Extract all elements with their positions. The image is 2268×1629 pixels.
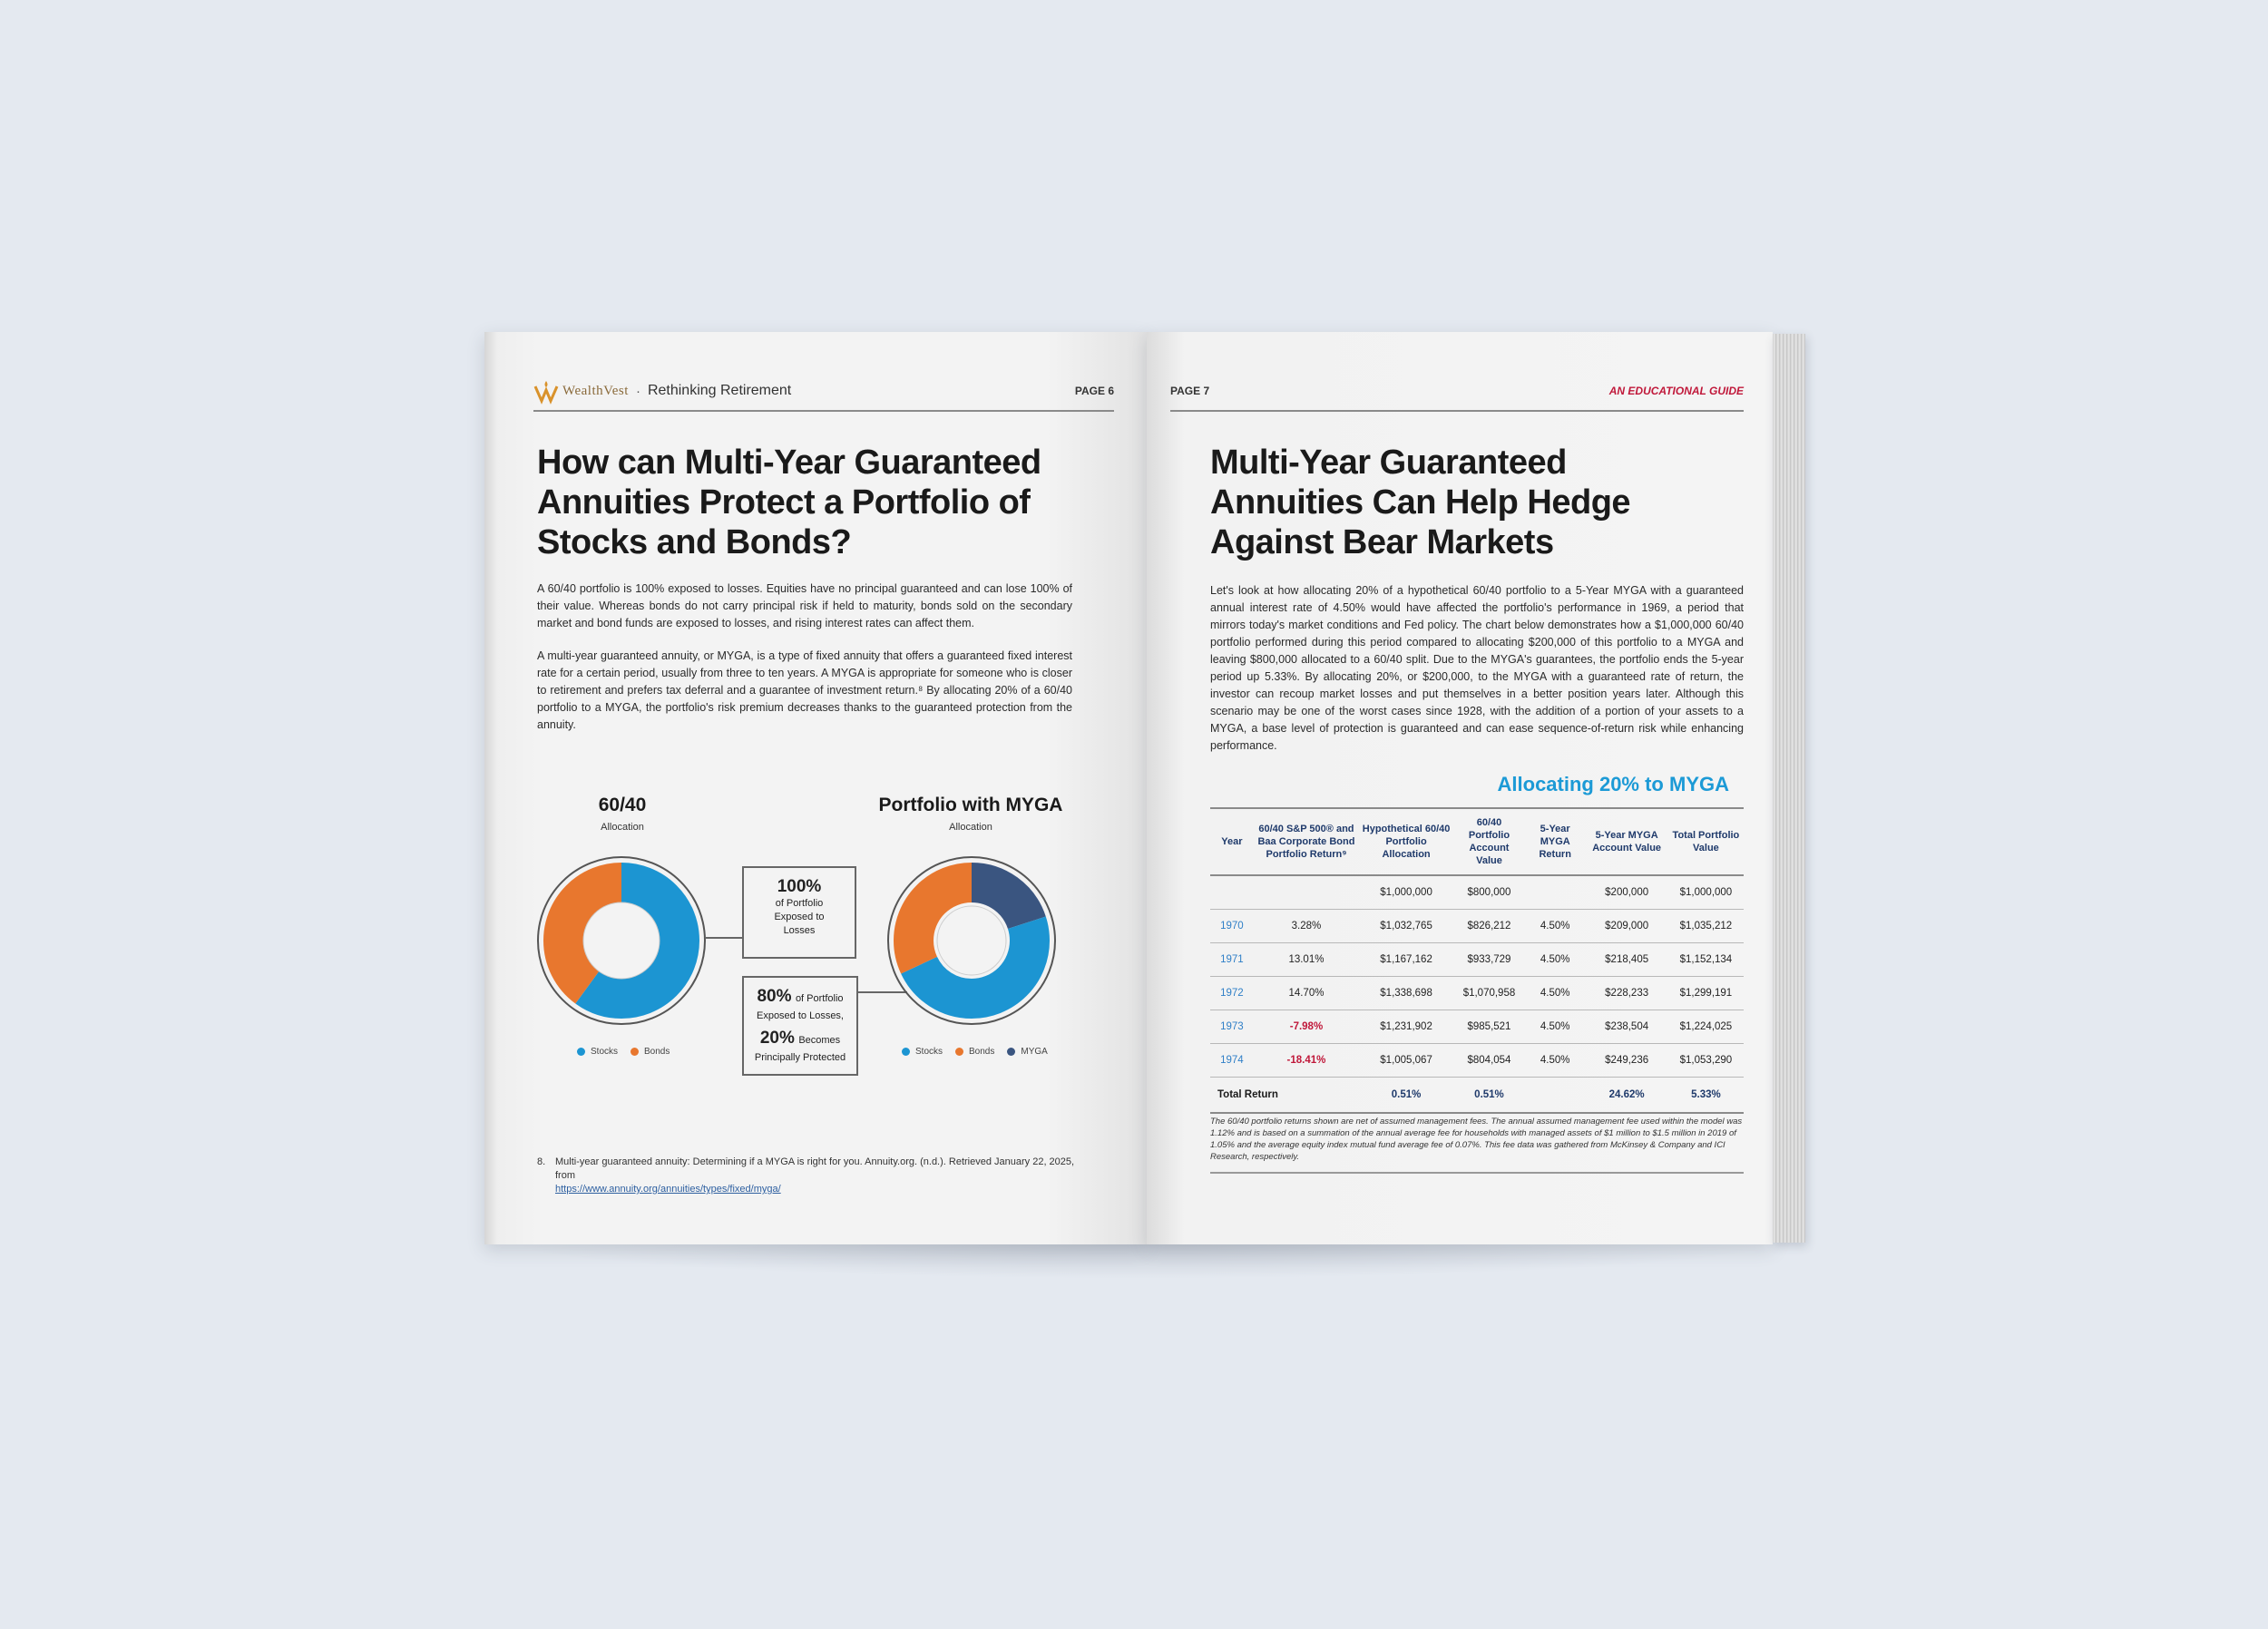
left-page-header <box>533 377 1114 412</box>
table-cell: -18.41% <box>1254 1044 1359 1078</box>
table-header-row <box>1210 808 1744 875</box>
myga-swatch <box>1007 1048 1015 1056</box>
book-edge-left <box>484 332 497 1244</box>
table-cell: $1,152,134 <box>1668 943 1744 977</box>
callout-value: 20% <box>759 1029 795 1048</box>
table-cell: $985,521 <box>1453 1010 1525 1044</box>
page-title: How can Multi-Year Guaranteed Annuities Protect a Portfolio of Stocks and Bonds? <box>537 444 1041 561</box>
table-cell: 1974 <box>1210 1044 1254 1078</box>
legend-item <box>577 1047 618 1057</box>
table-cell <box>1525 1078 1585 1114</box>
table-cell: $1,053,290 <box>1668 1044 1744 1078</box>
legend-label: Bonds <box>969 1047 995 1057</box>
callout-100 <box>742 866 856 959</box>
donut1-title: 60/40 <box>598 795 647 815</box>
donut-chart-60-40 <box>535 854 708 1027</box>
callout-80-20 <box>742 976 858 1076</box>
table-row <box>1210 875 1744 910</box>
table-title: Allocating 20% to MYGA <box>1497 773 1729 795</box>
callout-value: 100% <box>777 877 822 896</box>
table-cell: $826,212 <box>1453 910 1525 943</box>
legend-label: Bonds <box>644 1047 670 1057</box>
table-cell: $218,405 <box>1585 943 1667 977</box>
legend-label: Stocks <box>915 1047 943 1057</box>
table-cell: $1,167,162 <box>1359 943 1453 977</box>
table-cell: 1970 <box>1210 910 1254 943</box>
table-cell: 14.70% <box>1254 977 1359 1010</box>
table-cell: $1,000,000 <box>1668 875 1744 910</box>
table-row <box>1210 1044 1744 1078</box>
legend-item <box>902 1047 943 1057</box>
book-page-edges <box>1773 334 1805 1243</box>
table-cell: 24.62% <box>1585 1078 1667 1114</box>
footnote-text: Multi-year guaranteed annuity: Determining if a MYGA is right for you. Annuity.org. (n.d.). Retrieved January 22, 2025, from <box>555 1156 1075 1181</box>
paragraph: A 60/40 portfolio is 100% exposed to losses. Equities have no principal guaranteed and can lose 100% of their value. Whereas bonds do not carry principal risk if held to maturity, bonds sold on the secondary market and bond funds are exposed to losses, and rising interest rates can affect them. <box>537 582 1072 629</box>
table-cell: $800,000 <box>1453 875 1525 910</box>
column-header: Total Portfolio Value <box>1668 808 1744 875</box>
bonds-swatch <box>631 1048 639 1056</box>
table-cell: $1,299,191 <box>1668 977 1744 1010</box>
table-row <box>1210 1010 1744 1044</box>
legend-item <box>955 1047 994 1057</box>
donut1-subtitle: Allocation <box>601 822 644 833</box>
table-cell: 3.28% <box>1254 910 1359 943</box>
table-cell: $200,000 <box>1585 875 1667 910</box>
table-cell: $1,338,698 <box>1359 977 1453 1010</box>
footnote-link[interactable]: https://www.annuity.org/annuities/types/fixed/myga/ <box>555 1184 781 1195</box>
legend-item <box>631 1047 670 1057</box>
paragraph: A multi-year guaranteed annuity, or MYGA, is a type of fixed annuity that offers a guaranteed fixed interest rate for a certain period, usually from three to ten years. A MYGA is appropriate for someone who is closer to retirement and prefers tax deferral and a guarantee of investment return.⁸ By allocating 20% of a 60/40 portfolio to a MYGA, the portfolio's risk premium decreases thanks to the guaranteed protection from the annuity. <box>537 649 1072 731</box>
table-cell: 4.50% <box>1525 910 1585 943</box>
table-cell: $1,224,025 <box>1668 1010 1744 1044</box>
footnote-number: 8. <box>537 1156 546 1167</box>
table-cell: $1,035,212 <box>1668 910 1744 943</box>
table-row <box>1210 910 1744 943</box>
table-cell: $933,729 <box>1453 943 1525 977</box>
table-cell: $228,233 <box>1585 977 1667 1010</box>
donut-chart-with-myga <box>885 854 1058 1027</box>
table-note: The 60/40 portfolio returns shown are net of assumed management fees. The annual assumed management fee used within the model was 1.12% and is based on a summation of the annual average fee for households with managed assets of $1 million to $1.5 million in 2019 of 1.05% and the average equity index mutual fund average fee of 0.07%. This fee data was gathered from McKinsey & Company and ICI Research, respectively. <box>1210 1116 1744 1174</box>
table-cell <box>1210 875 1254 910</box>
table-cell: 1971 <box>1210 943 1254 977</box>
table-cell: 5.33% <box>1668 1078 1744 1114</box>
table-cell: $238,504 <box>1585 1010 1667 1044</box>
table-cell: 1972 <box>1210 977 1254 1010</box>
column-header: 60/40 S&P 500® and Baa Corporate Bond Portfolio Return⁹ <box>1254 808 1359 875</box>
legend-label: MYGA <box>1021 1047 1048 1057</box>
header-title: Rethinking Retirement <box>647 383 792 398</box>
table-cell: $1,005,067 <box>1359 1044 1453 1078</box>
total-label: Total Return <box>1210 1078 1359 1114</box>
table-cell: 4.50% <box>1525 1044 1585 1078</box>
table-total-row <box>1210 1078 1744 1114</box>
page-title: Multi-Year Guaranteed Annuities Can Help Hedge Against Bear Markets <box>1210 444 1631 561</box>
table-cell: $209,000 <box>1585 910 1667 943</box>
callout-text: Becomes Principally Protected <box>754 1035 846 1063</box>
table-cell: 4.50% <box>1525 943 1585 977</box>
page-number: PAGE 7 <box>1170 385 1210 397</box>
donut2-legend <box>902 1047 1048 1057</box>
wealthvest-logo-icon <box>533 377 559 405</box>
brand-name: WealthVest <box>562 383 629 398</box>
brand-logo <box>533 377 791 405</box>
legend-label: Stocks <box>591 1047 619 1057</box>
table-cell: $1,231,902 <box>1359 1010 1453 1044</box>
donut1-legend <box>577 1047 670 1057</box>
table-cell: $1,032,765 <box>1359 910 1453 943</box>
bonds-swatch <box>955 1048 963 1056</box>
column-header: Hypothetical 60/40 Portfolio Allocation <box>1359 808 1453 875</box>
table-cell: 0.51% <box>1359 1078 1453 1114</box>
column-header: 5-Year MYGA Account Value <box>1585 808 1667 875</box>
header-separator: · <box>635 383 640 399</box>
paragraph: Let's look at how allocating 20% of a hypothetical 60/40 portfolio to a 5-Year MYGA with a guaranteed annual interest rate of 4.50% would have affected the portfolio's performance in 1969, a period that mirrors today's market conditions and Fed policy. The chart below demonstrates how a $1,000,000 60/40 portfolio performed during this period compared to allocating $200,000 of this portfolio to a MYGA and leaving $800,000 allocated to a 60/40 split. Due to the MYGA's guarantees, the portfolio ends the 5-year period up 5.33%. By allocating 20%, or $200,000, to the MYGA with a guaranteed rate of return, the investor can recoup market losses and put themselves in a better position years later. Although this scenario may be one of the worst cases since 1928, with the addition of a portion of your assets to a MYGA, a base level of protection is guaranteed and can ease sequence-of-return risk while enhancing performance. <box>1210 584 1744 752</box>
stocks-swatch <box>902 1048 910 1056</box>
table-cell: $1,000,000 <box>1359 875 1453 910</box>
callout-value: 80% <box>757 987 792 1006</box>
donut2-title: Portfolio with MYGA <box>878 795 1063 815</box>
legend-item <box>1007 1047 1047 1057</box>
table-cell: 4.50% <box>1525 1010 1585 1044</box>
footnote <box>537 1156 1081 1196</box>
myga-allocation-table <box>1210 807 1744 1114</box>
guide-label: AN EDUCATIONAL GUIDE <box>1608 385 1744 397</box>
callout-text: of Portfolio Exposed to Losses, <box>756 993 844 1021</box>
table-cell: $249,236 <box>1585 1044 1667 1078</box>
table-cell: $1,070,958 <box>1453 977 1525 1010</box>
table-cell <box>1254 875 1359 910</box>
table-row <box>1210 977 1744 1010</box>
column-header: 60/40 Portfolio Account Value <box>1453 808 1525 875</box>
callout-text: of Portfolio Exposed to Losses <box>774 898 825 936</box>
stocks-swatch <box>577 1048 585 1056</box>
table-cell: 0.51% <box>1453 1078 1525 1114</box>
table-row <box>1210 943 1744 977</box>
column-header: Year <box>1210 808 1254 875</box>
table-cell: 4.50% <box>1525 977 1585 1010</box>
right-page-header <box>1170 377 1744 412</box>
table-cell: $804,054 <box>1453 1044 1525 1078</box>
table-cell: 1973 <box>1210 1010 1254 1044</box>
table-cell: -7.98% <box>1254 1010 1359 1044</box>
page-number: PAGE 6 <box>1074 385 1114 397</box>
column-header: 5-Year MYGA Return <box>1525 808 1585 875</box>
table-cell: 13.01% <box>1254 943 1359 977</box>
table-cell <box>1525 875 1585 910</box>
donut2-subtitle: Allocation <box>949 822 992 833</box>
